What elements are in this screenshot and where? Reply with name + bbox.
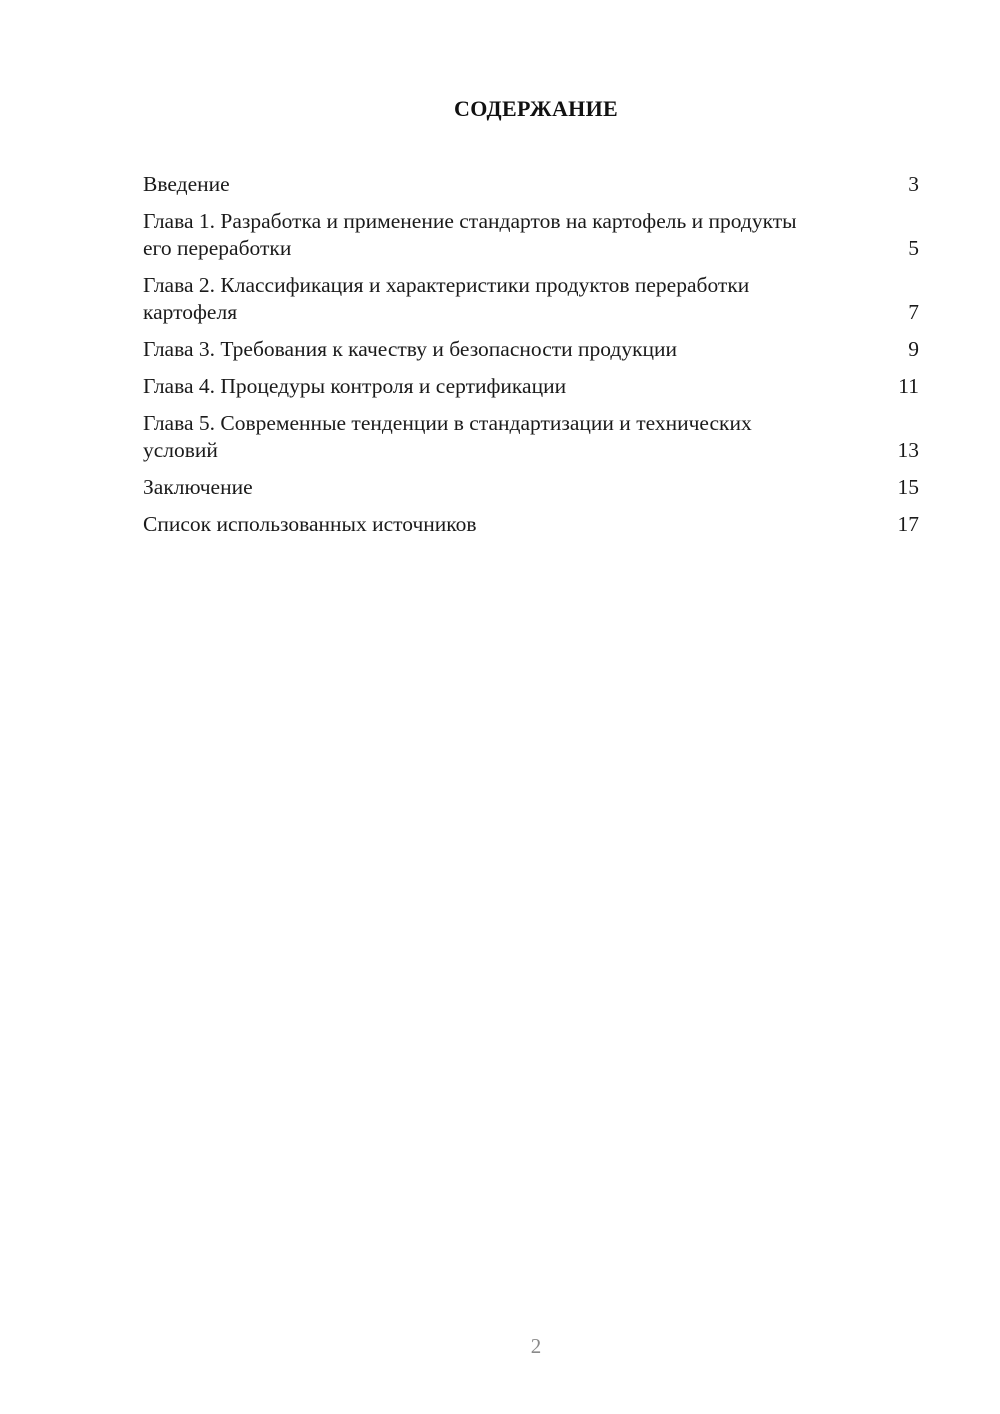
toc-entry-page: 7 <box>908 300 919 324</box>
toc-entry-conclusion <box>143 474 919 501</box>
toc-entry-page: 3 <box>908 172 919 196</box>
toc-entry-references <box>143 511 919 538</box>
toc-entry-text: Заключение <box>143 475 253 499</box>
toc-entry-page: 11 <box>898 374 919 398</box>
toc-entry-chapter-2 <box>143 272 919 326</box>
toc-entry-chapter-3 <box>143 336 919 363</box>
page-number: 2 <box>530 1334 542 1358</box>
toc-entry-introduction <box>143 171 919 198</box>
toc-entry-page: 5 <box>908 236 919 260</box>
toc-entry-page: 13 <box>897 438 919 462</box>
toc-entry-chapter-1 <box>143 208 919 262</box>
toc-entry-text: Глава 1. Разработка и применение стандартов на картофель и продукты его переработки <box>143 209 797 260</box>
toc-entry-text: Глава 5. Современные тенденции в стандартизации и технических условий <box>143 411 752 462</box>
toc-entry-text: Введение <box>143 172 230 196</box>
toc-entry-text: Глава 4. Процедуры контроля и сертификации <box>143 374 567 398</box>
toc-title: СОДЕРЖАНИЕ <box>454 96 618 121</box>
toc-entry-page: 15 <box>897 475 919 499</box>
toc-entry-page: 17 <box>897 512 919 536</box>
toc-entry-chapter-5 <box>143 410 919 464</box>
table-of-contents <box>143 171 919 548</box>
toc-entry-chapter-4 <box>143 373 919 400</box>
toc-entry-page: 9 <box>908 337 919 361</box>
toc-entry-text: Глава 2. Классификация и характеристики продуктов переработки картофеля <box>143 273 750 324</box>
toc-entry-text: Список использованных источников <box>143 512 477 536</box>
toc-entry-text: Глава 3. Требования к качеству и безопасности продукции <box>143 337 678 361</box>
